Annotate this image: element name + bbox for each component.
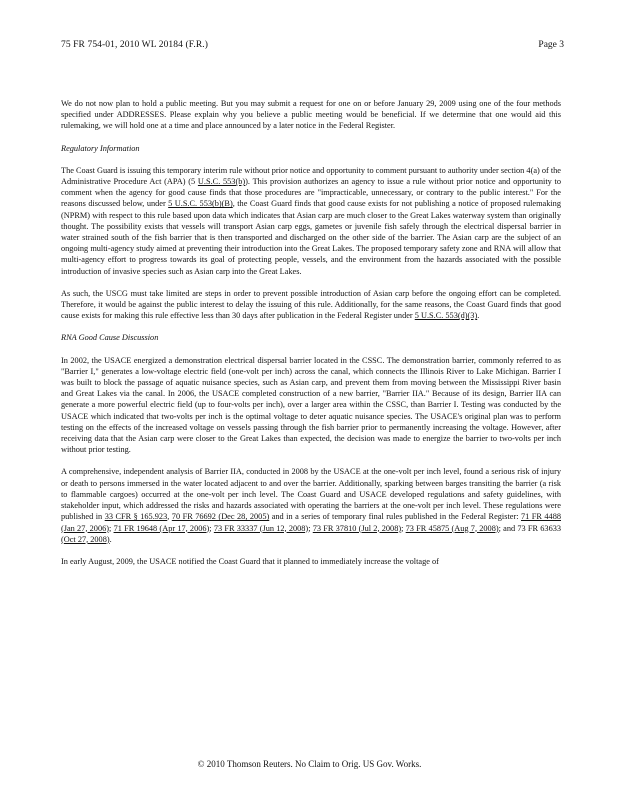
cfr-165-923-link[interactable]: 33 CFR § 165.923 [104, 512, 168, 522]
fr-73-33337-link[interactable]: 73 FR 33337 (Jun 12, 2008) [213, 523, 309, 533]
august-2009-paragraph: In early August, 2009, the USACE notified the Coast Guard that it planned to immediately increase the voltage of [61, 556, 439, 566]
fr-73-63633-link[interactable]: (Oct 27, 2008) [61, 534, 110, 544]
usc-553bB-link[interactable]: 5 U.S.C. 553(b)(B) [168, 199, 233, 209]
text-segment: . [477, 311, 480, 321]
usc-553d3-link[interactable]: 5 U.S.C. 553(d)(3) [414, 311, 478, 321]
good-cause-paragraph [61, 288, 561, 322]
text-segment: ; and 73 FR 63633 [498, 523, 562, 533]
fr-71-19648-link[interactable]: 71 FR 19648 (Apr 17, 2006) [113, 523, 210, 533]
text-segment: As such, the USCG must take limited are steps in order to prevent possible introduction of Asian carp before the ongoing effort can be completed. Therefore, it would be against the public interest to delay the issuing of this rule. Additionally, for the same reasons, the Coast Guard finds that good cause exists for making this rule effective less than 30 days after publication in the Federal Register under [61, 288, 561, 321]
fr-70-76692-link[interactable]: 70 FR 76692 (Dec 28, 2005) [171, 512, 270, 522]
public-meeting-paragraph: We do not now plan to hold a public meeting. But you may submit a request for one on or before January 29, 2009 using one of the four methods specified under ADDRESSES. Please explain why you believe a public meeting would be beneficial. If we determine that one would aid this rulemaking, we will hold one at a time and place announced by a later notice in the Federal Register. [61, 99, 561, 131]
text-segment: , the Coast Guard finds that good cause exists for not publishing a notice of proposed rulemaking (NPRM) with respect to this rule based upon data which indicates that Asian carp are much closer to the Great Lakes waterway system than originally thought. The possibility exists that vessels will transport Asian carp eggs, gametes or juvenile fish safely through the electrical dispersal barrier in water strained south of the fish barrier that is then transported and discharged on the other side of the barrier. The Asian carp are the subject of an ongoing multi-agency study aimed at preventing their introduction into the Great Lakes. The proposed temporary safety zone and RNA will allow that multi-agency effort to progress towards its goal of protecting people, vessels, and the environment from the hazards associated with the possible introduction of invasive species such as Asian carp into the Great Lakes. [61, 199, 561, 276]
text-segment: ; [209, 523, 214, 533]
regulatory-paragraph [61, 165, 561, 277]
fr-71-4488-link[interactable]: 71 FR 4488 (Jan 27, 2006) [61, 512, 561, 533]
text-segment: ; [109, 523, 114, 533]
barrier-history-paragraph: In 2002, the USACE energized a demonstration electrical dispersal barrier located in the CSSC. The demonstration barrier, commonly referred to as "Barrier I," generates a low-voltage electric field (one-volt per inch) across the canal, which connects the Illinois River to Lake Michigan. Barrier I was built to block the passage of aquatic nuisance species, such as Asian carp, and prevent them from moving between the Mississippi River basin and Great Lakes via the canal. In 2006, the USACE completed construction of a new barrier, "Barrier IIA." Because of its design, Barrier IIA can generate a more powerful electric field (up to four-volts per inch), over a larger area within the CSSC, than Barrier I. Testing was conducted by the USACE which indicated that two-volts per inch is the optimal voltage to deter aquatic nuisance species. The USACE's original plan was to perform testing on the effects of the increased voltage on vessels passing through the fish barrier prior to permanently increasing the voltage. However, after receiving data that the Asian carp were closer to the Great Lakes than expected, the decision was made to energize the barrier to two-volts per inch without prior testing. [61, 355, 561, 455]
barrier-analysis-paragraph [61, 466, 561, 544]
text-segment: ; [308, 523, 313, 533]
rna-good-cause-heading: RNA Good Cause Discussion [61, 333, 159, 343]
text-segment: and in a series of temporary final rules published in the Federal Register: [269, 512, 521, 522]
fr-73-37810-link[interactable]: 73 FR 37810 (Jul 2, 2008) [312, 523, 402, 533]
text-segment: A comprehensive, independent analysis of Barrier IIA, conducted in 2008 by the USACE at the one-volt per inch level, found a serious risk of injury or death to persons immersed in the water located adjacent to and over the barrier. Additionally, sparking between barges transiting the barrier (a risk to flammable cargoes) occurred at the one-volt per inch level. The Coast Guard and USACE developed regulations and safety guidelines, with stakeholder input, which addressed the risks and hazards associated with operating the barriers at the one-volt per inch level. These regulations were published in [61, 467, 561, 522]
text-segment: The Coast Guard is issuing this temporary interim rule without prior notice and opportunity to comment pursuant to authority under section 4(a) of the Administrative Procedure Act (APA) (5 [61, 165, 561, 187]
copyright-footer: © 2010 Thomson Reuters. No Claim to Orig. US Gov. Works. [197, 759, 422, 769]
text-segment: ). This provision authorizes an agency to issue a rule without prior notice and opportunity to comment when the agency for good cause finds that those procedures are "impracticable, unnecessary, or contrary to the public interest." For the reasons discussed below, under [61, 177, 561, 209]
text-segment: , [167, 512, 172, 522]
page-number: Page 3 [538, 40, 564, 50]
document-body [61, 98, 561, 578]
text-segment: . [109, 534, 112, 544]
fr-73-45875-link[interactable]: 73 FR 45875 (Aug 7, 2008) [405, 523, 499, 533]
citation-header: 75 FR 754-01, 2010 WL 20184 (F.R.) [61, 40, 208, 50]
usc-553b-link[interactable]: U.S.C. 553(b) [197, 177, 246, 187]
regulatory-information-heading: Regulatory Information [61, 143, 140, 153]
text-segment: ; [401, 523, 406, 533]
